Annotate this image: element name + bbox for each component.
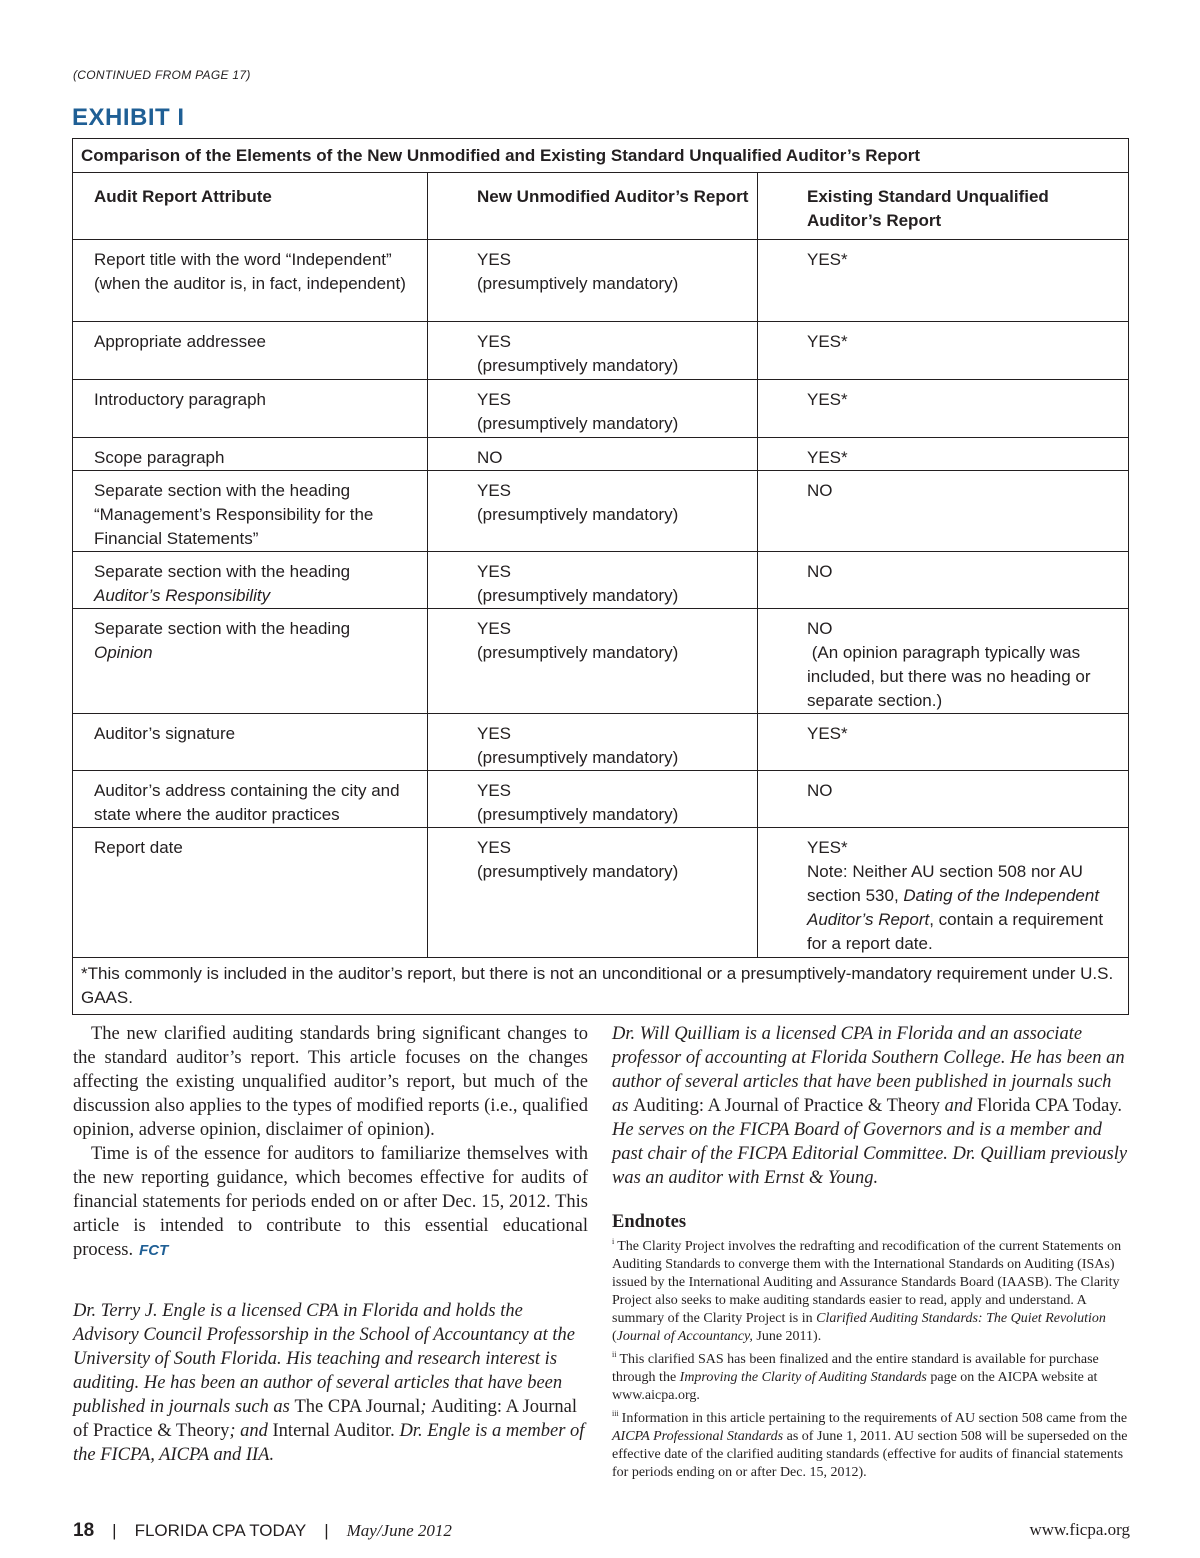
table-row <box>73 471 1129 552</box>
existing-cell: YES* <box>758 380 1129 438</box>
attribute-cell: Separate section with the heading Auditor’s Responsibility <box>73 552 428 609</box>
issue-date: May/June 2012 <box>346 1521 452 1540</box>
attribute-cell: Scope paragraph <box>73 438 428 471</box>
existing-cell: YES* <box>758 714 1129 771</box>
author-bio-engle: Dr. Terry J. Engle is a licensed CPA in Florida and holds the Advisory Council Professorship in the School of Accountancy at the University of South Florida. His teaching and research interest is auditing. He has been an author of several articles that have been published in journals such as The CPA Journal; Auditing: A Journal of Practice & Theory; and Internal Auditor. Dr. Engle is a member of the FICPA, AICPA and IIA. <box>73 1301 585 1465</box>
attribute-cell: Separate section with the heading “Management’s Responsibility for the Financial Statements” <box>73 471 428 552</box>
exhibit-table <box>72 138 1129 1015</box>
table-row <box>73 240 1129 322</box>
new-cell: YES (presumptively mandatory) <box>428 552 758 609</box>
header-existing-report: Existing Standard Unqualified Auditor’s Report <box>758 173 1129 240</box>
existing-cell: NO (An opinion paragraph typically was included, but there was no heading or separate section.) <box>758 609 1129 714</box>
endnote: $^i$ The Clarity Project involves the redrafting and recodification of the current Statements on Auditing Standards to converge them with the International Standards on Auditing (ISAs) issued by the International Auditing and Assurance Standards Board (IAASB). The Clarity Project also seeks to make auditing standards easier to read, apply and understand. A summary of the Clarity Project is in Clarified Auditing Standards: The Quiet Revolution (Journal of Accountancy, June 2011). <box>612 1237 1122 1344</box>
existing-cell: NO <box>758 771 1129 828</box>
publication-name: FLORIDA CPA TODAY <box>134 1521 307 1540</box>
endnote: $^{iii}$ Information in this article pertaining to the requirements of AU section 508 came from the AICPA Professional Standards as of June 1, 2011. AU section 508 will be superseded on the effective date of the clarified auditing standards (effective for audits of financial statements for periods ending on or after Dec. 15, 2012). <box>612 1409 1128 1480</box>
new-cell: YES (presumptively mandatory) <box>428 828 758 958</box>
attribute-cell: Introductory paragraph <box>73 380 428 438</box>
new-cell: YES (presumptively mandatory) <box>428 380 758 438</box>
existing-cell: YES* <box>758 438 1129 471</box>
existing-cell: YES* <box>758 240 1129 322</box>
attribute-cell: Report title with the word “Independent” (when the auditor is, in fact, independent) <box>73 240 428 322</box>
continued-note: (CONTINUED FROM PAGE 17) <box>73 68 251 82</box>
table-footnote-row <box>73 958 1129 1015</box>
header-new-report: New Unmodified Auditor’s Report <box>428 173 758 240</box>
endnote: $^{ii}$ This clarified SAS has been finalized and the entire standard is available for purchase through the Improving the Clarity of Auditing Standards page on the AICPA website at www.aicpa.org. <box>612 1350 1099 1403</box>
table-caption: Comparison of the Elements of the New Unmodified and Existing Standard Unqualified Auditor’s Report <box>73 139 1129 173</box>
table-row <box>73 438 1129 471</box>
body-paragraph: The new clarified auditing standards bring significant changes to the standard auditor’s report. This article focuses on the changes affecting the existing unqualified auditor’s report, but much of the discussion also applies to the types of modified reports (i.e., qualified opinion, adverse opinion, disclaimer of opinion). <box>73 1024 588 1140</box>
exhibit-title: EXHIBIT I <box>72 104 185 131</box>
table-row <box>73 714 1129 771</box>
attribute-cell: Auditor’s signature <box>73 714 428 771</box>
table-row <box>73 322 1129 380</box>
page-number: 18 <box>73 1520 95 1541</box>
fct-end-mark: FCT <box>139 1242 169 1259</box>
attribute-cell: Report date <box>73 828 428 958</box>
endnotes-title: Endnotes <box>612 1212 687 1232</box>
attribute-cell: Separate section with the heading Opinion <box>73 609 428 714</box>
right-column <box>612 1022 1130 1482</box>
author-bio-quilliam: Dr. Will Quilliam is a licensed CPA in Florida and an associate professor of accounting at Florida Southern College. He has been an author of several articles that have been published in journals such as Auditing: A Journal of Practice & Theory and Florida CPA Today. He serves on the FICPA Board of Governors and is a member and past chair of the FICPA Editorial Committee. Dr. Quilliam previously was an auditor with Ernst & Young. <box>612 1024 1128 1188</box>
footer-separator: | <box>324 1521 329 1540</box>
new-cell: YES (presumptively mandatory) <box>428 771 758 828</box>
new-cell: YES (presumptively mandatory) <box>428 240 758 322</box>
attribute-cell: Auditor’s address containing the city and state where the auditor practices <box>73 771 428 828</box>
table-row <box>73 771 1129 828</box>
existing-cell: NO <box>758 552 1129 609</box>
page-footer <box>73 1520 1130 1548</box>
table-row <box>73 828 1129 958</box>
table-row <box>73 609 1129 714</box>
new-cell: YES (presumptively mandatory) <box>428 322 758 380</box>
table-footnote: *This commonly is included in the auditor’s report, but there is not an unconditional or a presumptively-mandatory requirement under U.S. GAAS. <box>73 958 1129 1015</box>
attribute-cell: Appropriate addressee <box>73 322 428 380</box>
header-attribute: Audit Report Attribute <box>73 173 428 240</box>
new-cell: NO <box>428 438 758 471</box>
website-url: www.ficpa.org <box>1029 1520 1130 1539</box>
left-column <box>73 1022 588 1467</box>
table-row <box>73 552 1129 609</box>
table-row <box>73 380 1129 438</box>
new-cell: YES (presumptively mandatory) <box>428 714 758 771</box>
new-cell: YES (presumptively mandatory) <box>428 471 758 552</box>
new-cell: YES (presumptively mandatory) <box>428 609 758 714</box>
existing-cell: YES* Note: Neither AU section 508 nor AU section 530, Dating of the Independent Auditor’s Report, contain a requirement for a report date. <box>758 828 1129 958</box>
existing-cell: YES* <box>758 322 1129 380</box>
body-paragraph: Time is of the essence for auditors to familiarize themselves with the new reporting guidance, which becomes effective for audits of financial statements for periods ended on or after Dec. 15, 2012. This article is intended to contribute to this essential educational process. FCT <box>73 1144 588 1260</box>
footer-separator: | <box>112 1521 117 1540</box>
existing-cell: NO <box>758 471 1129 552</box>
